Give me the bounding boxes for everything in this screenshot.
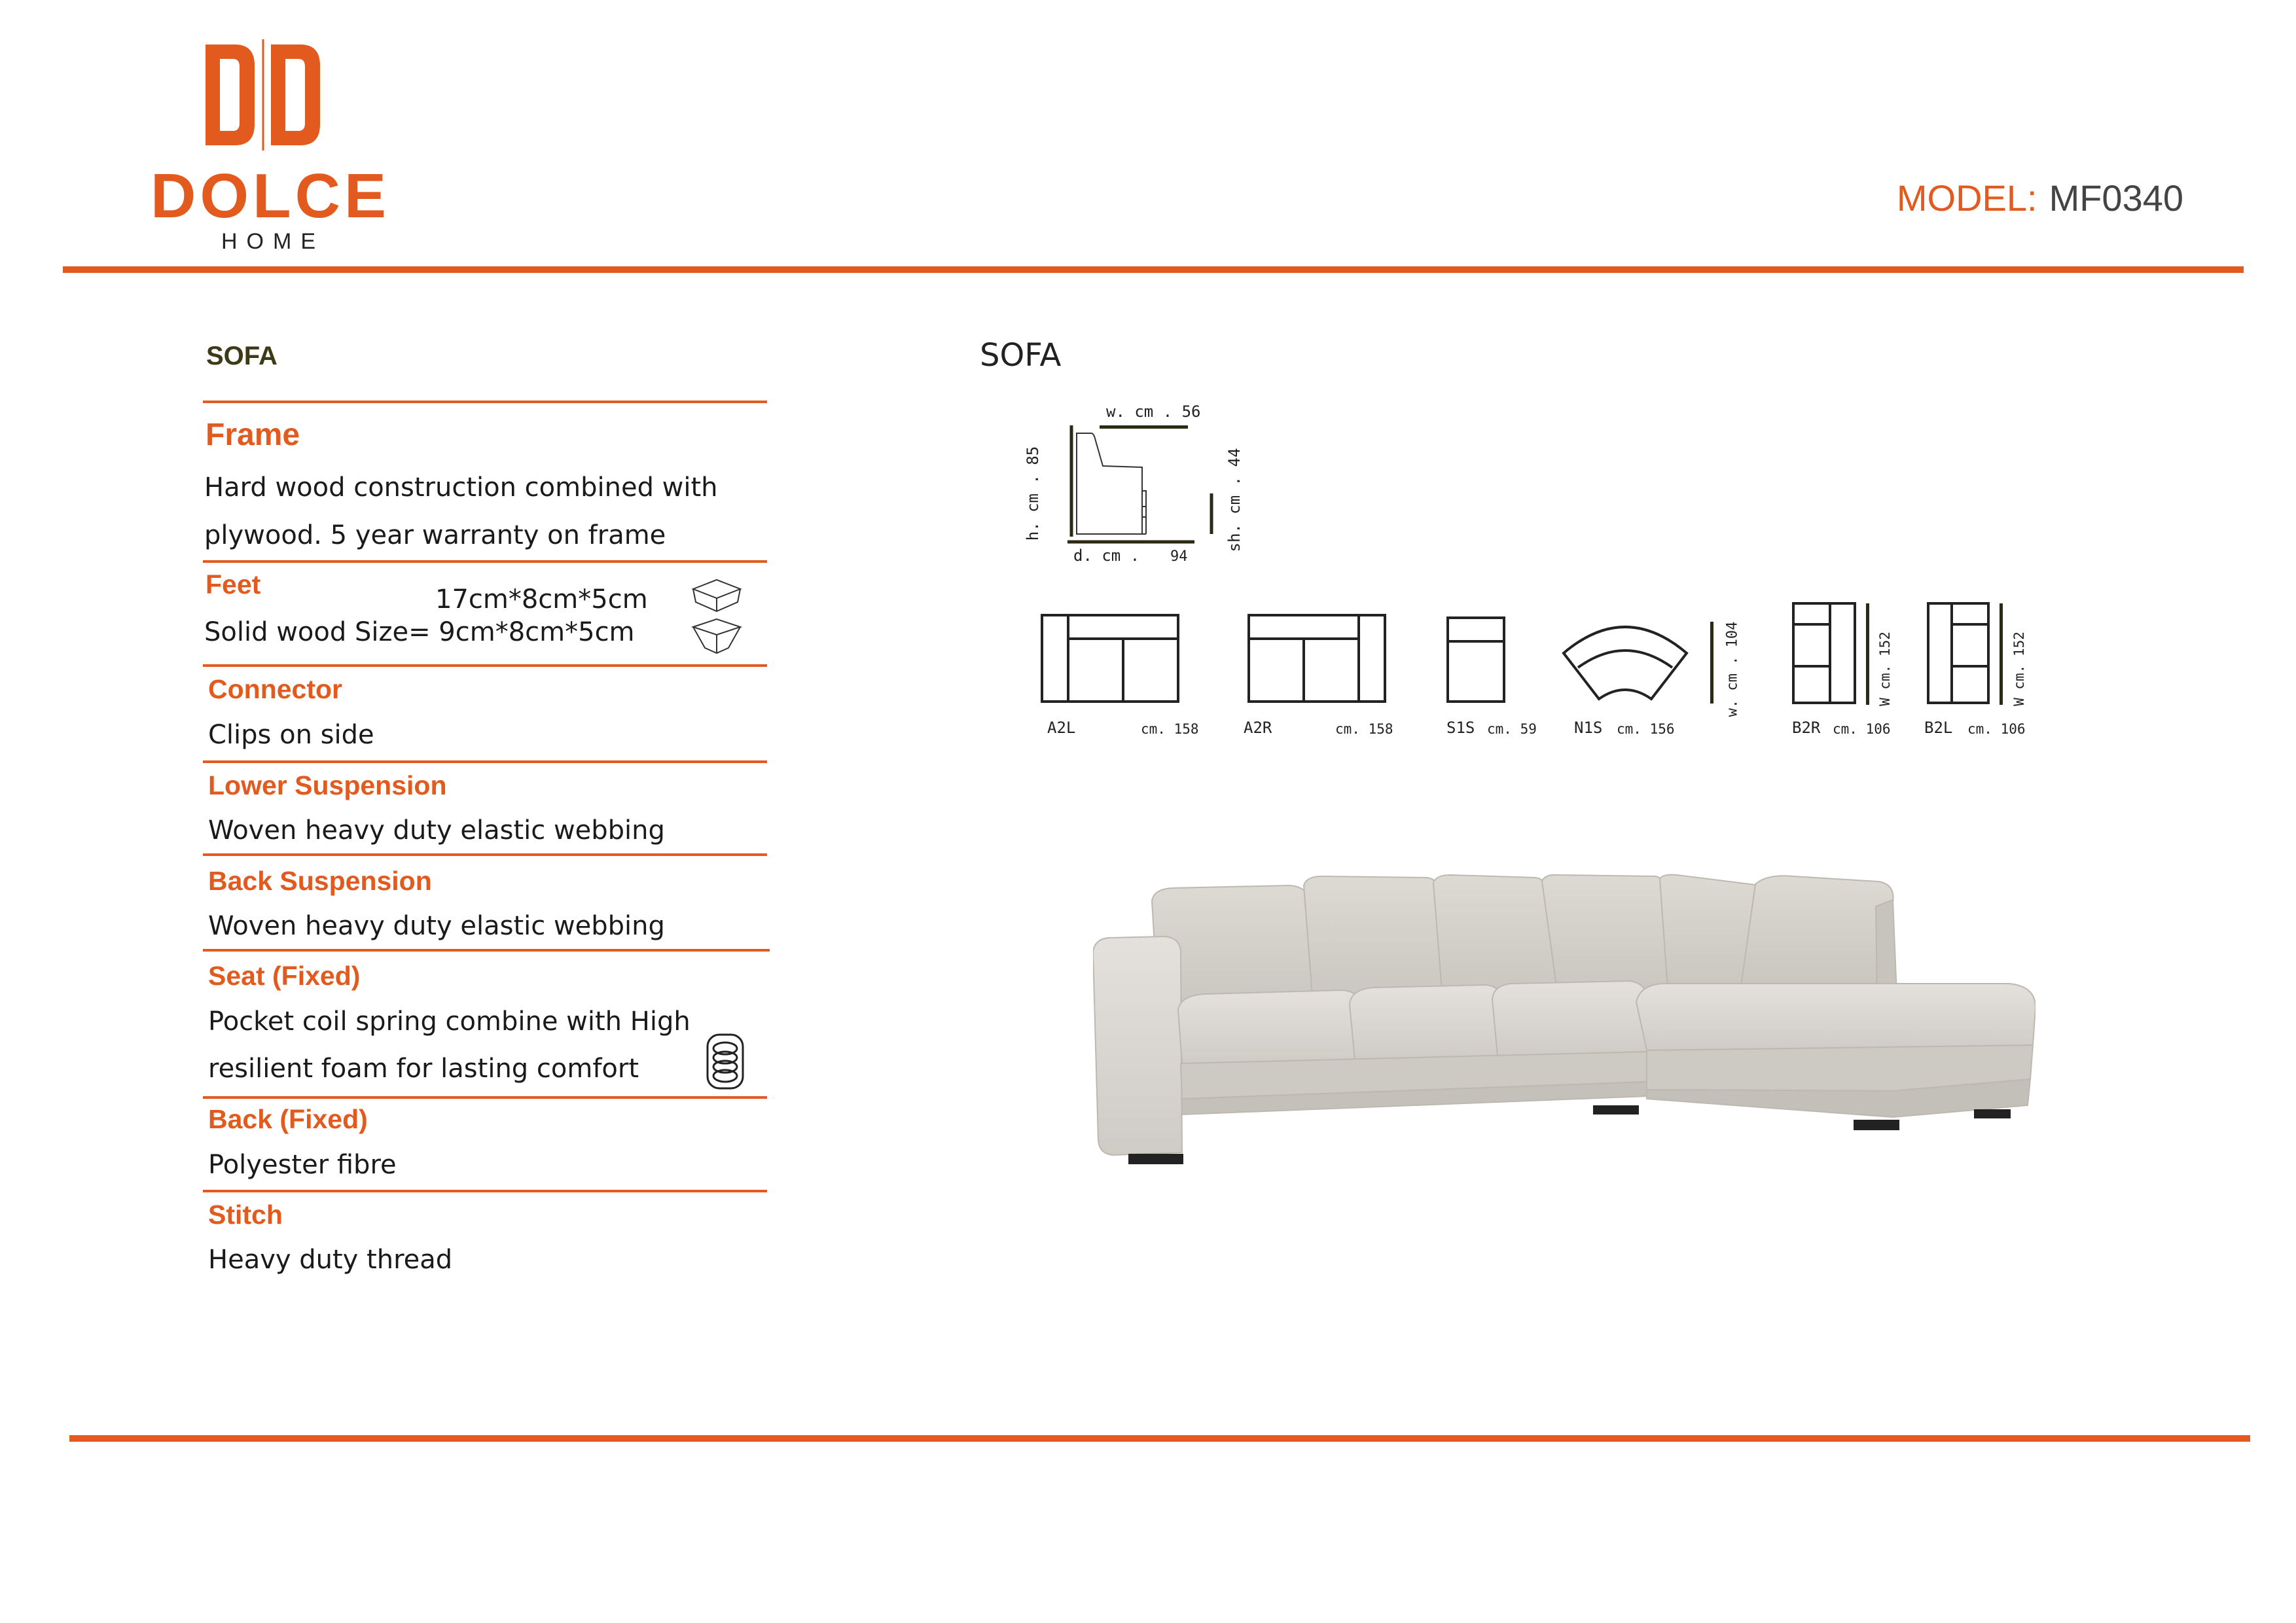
module-dimension: cm. 158 xyxy=(1335,721,1393,737)
feet-label: Feet xyxy=(206,569,261,599)
spec-divider xyxy=(203,1190,767,1192)
stitch-text: Heavy duty thread xyxy=(208,1245,453,1275)
back-text: Polyester fibre xyxy=(208,1150,397,1180)
depth-label: W cm. 152 xyxy=(1877,632,1893,706)
connector-label: Connector xyxy=(208,674,342,704)
bottom-divider xyxy=(69,1435,2250,1442)
module-b2l-diagram xyxy=(1927,602,1990,704)
dd-logo-icon xyxy=(206,39,323,151)
foot-block-icon xyxy=(691,575,743,614)
spec-divider xyxy=(203,853,767,856)
frame-text-2: plywood. 5 year warranty on frame xyxy=(204,520,666,550)
frame-label: Frame xyxy=(206,418,300,452)
spec-divider xyxy=(203,401,767,403)
frame-text-1: Hard wood construction combined with xyxy=(204,473,718,503)
depth-dimension-line xyxy=(2000,603,2003,705)
lower-suspension-text: Woven heavy duty elastic webbing xyxy=(208,815,665,846)
connector-text: Clips on side xyxy=(208,720,374,750)
spec-divider xyxy=(203,949,770,952)
module-code: B2R xyxy=(1792,719,1821,737)
coil-spring-icon xyxy=(706,1033,745,1090)
spec-divider xyxy=(203,760,767,763)
module-dimension: cm. 156 xyxy=(1617,721,1675,737)
spec-divider xyxy=(203,1096,767,1099)
module-dimension: cm. 59 xyxy=(1487,721,1537,737)
module-a2l-diagram xyxy=(1041,614,1179,703)
sofa-product-image xyxy=(1093,874,2036,1175)
module-code: N1S xyxy=(1574,719,1603,737)
seat-height-label: sh. cm . 44 xyxy=(1225,448,1244,552)
back-label: Back (Fixed) xyxy=(208,1104,368,1134)
module-dimension: cm. 158 xyxy=(1141,721,1199,737)
module-a2r-diagram xyxy=(1247,614,1386,703)
module-code: S1S xyxy=(1446,719,1475,737)
seat-label: Seat (Fixed) xyxy=(208,961,361,991)
feet-text: Solid wood Size= 9cm*8cm*5cm xyxy=(204,617,635,647)
height-label: h. cm . 85 xyxy=(1024,446,1042,541)
spec-divider xyxy=(203,664,767,667)
spec-divider xyxy=(203,560,767,563)
depth-label: w. cm . 104 xyxy=(1724,621,1741,717)
lower-suspension-label: Lower Suspension xyxy=(208,770,447,800)
top-divider xyxy=(63,266,2244,273)
module-code: A2L xyxy=(1047,719,1076,737)
module-code: B2L xyxy=(1924,719,1953,737)
back-suspension-text: Woven heavy duty elastic webbing xyxy=(208,911,665,941)
seat-text-2: resilient foam for lasting comfort xyxy=(208,1054,639,1084)
seat-text-1: Pocket coil spring combine with High xyxy=(208,1007,691,1037)
module-b2r-diagram xyxy=(1792,602,1856,704)
brand-subtitle: HOME xyxy=(221,229,325,254)
module-s1s-diagram xyxy=(1446,616,1507,703)
brand-name: DOLCE xyxy=(151,161,390,231)
depth-label: d. cm . xyxy=(1073,546,1140,565)
module-code: A2R xyxy=(1244,719,1272,737)
feet-size-text: 17cm*8cm*5cm xyxy=(435,584,648,615)
brand-logo xyxy=(151,39,390,254)
depth-value: 94 xyxy=(1170,548,1188,565)
module-dimension: cm. 106 xyxy=(1967,721,2026,737)
width-label: w. cm . 56 xyxy=(1106,402,1201,421)
diagram-title: SOFA xyxy=(980,337,1062,374)
sofa-side-profile-icon xyxy=(1057,425,1214,556)
model-label: MODEL: xyxy=(1896,177,2037,219)
model-heading xyxy=(1897,177,2183,219)
module-dimension: cm. 106 xyxy=(1833,721,1891,737)
left-section-title: SOFA xyxy=(206,342,278,370)
stitch-label: Stitch xyxy=(208,1200,283,1230)
module-n1s-diagram xyxy=(1561,620,1689,705)
depth-dimension-line xyxy=(1866,603,1869,705)
depth-label: W cm. 152 xyxy=(2011,632,2027,706)
foot-taper-icon xyxy=(691,615,743,656)
depth-dimension-line xyxy=(1710,622,1713,704)
model-number: MF0340 xyxy=(2049,177,2183,219)
back-suspension-label: Back Suspension xyxy=(208,866,432,896)
